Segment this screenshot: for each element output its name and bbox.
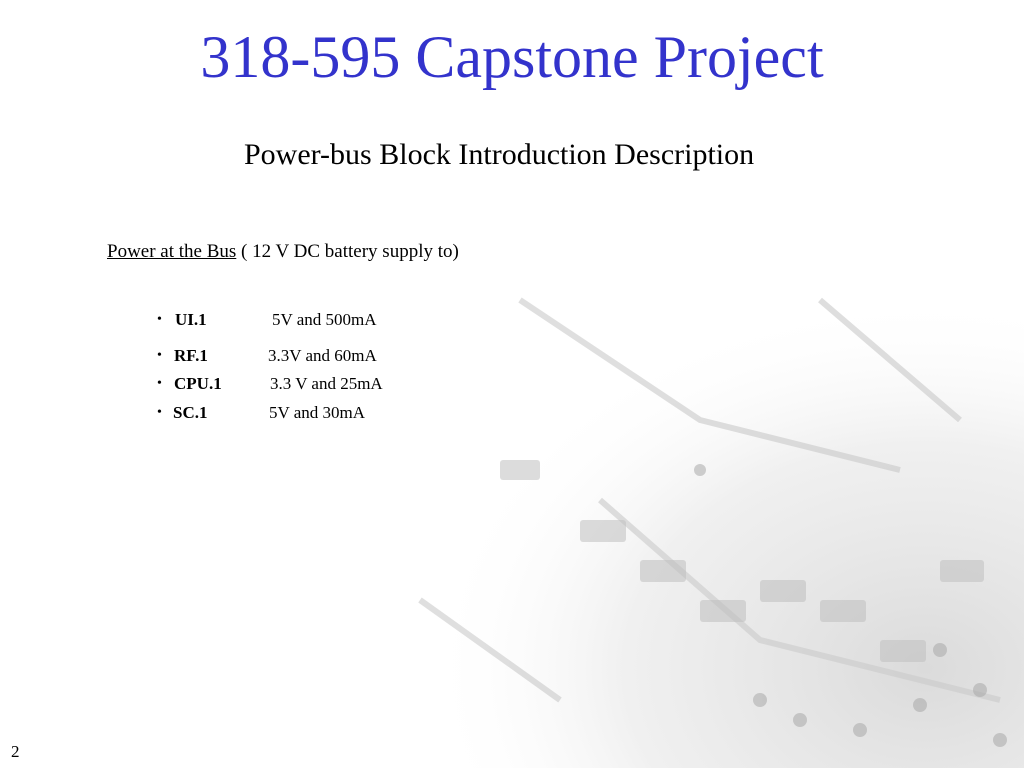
slide-subtitle: Power-bus Block Introduction Description — [244, 138, 755, 171]
page-number: 2 — [11, 742, 20, 761]
block-name: UI.1 — [175, 310, 207, 329]
block-spec: 5V and 30mA — [269, 403, 366, 422]
section-note: ( 12 V DC battery supply to) — [236, 241, 459, 262]
bullet-icon: • — [157, 312, 162, 327]
bullet-icon: • — [157, 405, 162, 420]
block-spec: 3.3V and 60mA — [268, 346, 377, 365]
block-name: CPU.1 — [174, 374, 222, 393]
slide-title: 318-595 Capstone Project — [200, 24, 824, 90]
section-heading: Power at the Bus — [107, 241, 237, 262]
block-name: SC.1 — [173, 403, 208, 422]
block-spec: 5V and 500mA — [272, 310, 377, 329]
block-spec: 3.3 V and 25mA — [270, 374, 383, 393]
bullet-icon: • — [157, 376, 162, 391]
bullet-icon: • — [157, 348, 162, 363]
block-name: RF.1 — [174, 346, 208, 365]
power-bus-section — [107, 240, 459, 264]
